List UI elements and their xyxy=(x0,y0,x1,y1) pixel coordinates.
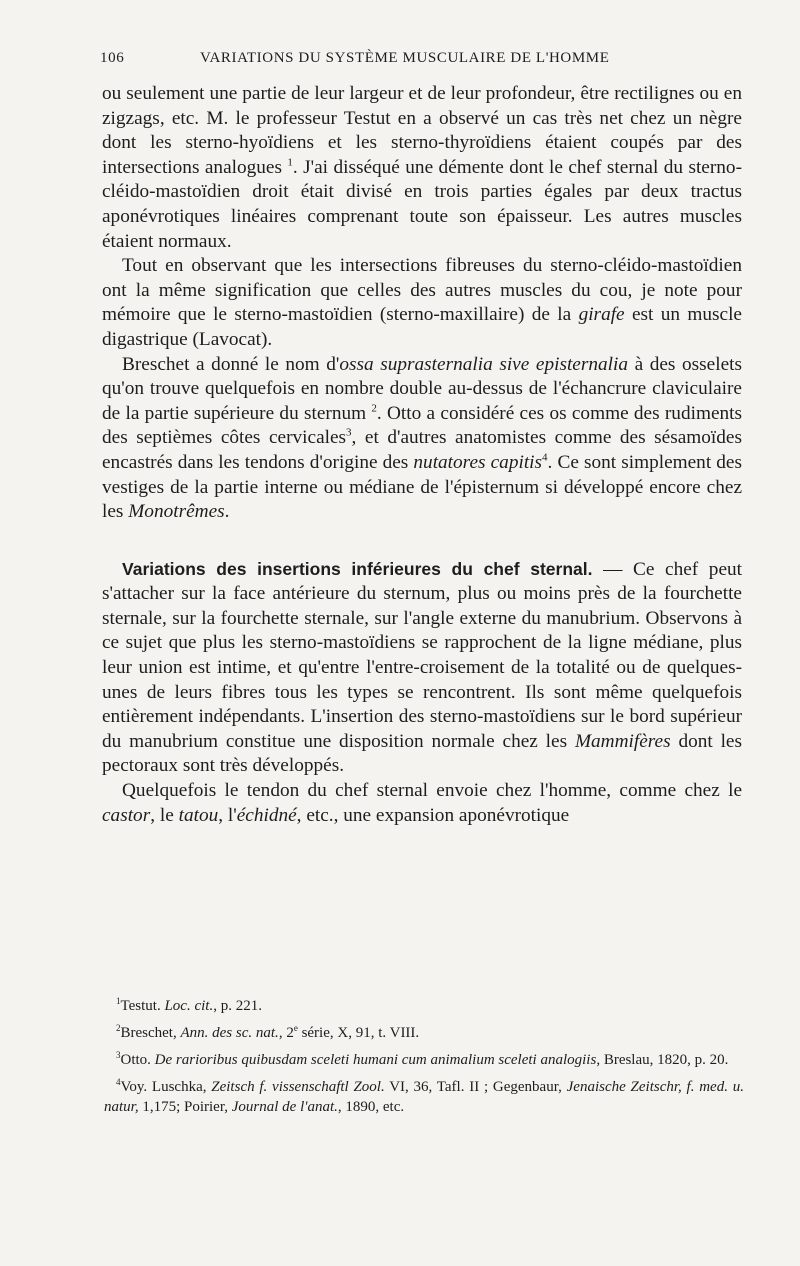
footnote-3: $^3$Otto. De rarioribus quibusdam sceleti humani cum animalium sceleti analogiis, Breslau, 1820, p. 20. xyxy=(116,1050,729,1068)
footnote-ref-1: 1 xyxy=(287,156,293,169)
footnote-ref-2: 2 xyxy=(371,402,377,415)
running-title: VARIATIONS DU SYSTÈME MUSCULAIRE DE L'HOMME xyxy=(200,50,610,66)
footnote-ref-3: 3 xyxy=(346,426,352,439)
footnote-2: $^2$Breschet, Ann. des sc. nat., 2e série, X, 91, t. VIII. xyxy=(116,1023,420,1041)
footnote-4: $^4$Voy. Luschka, Zeitsch f. vissenschaftl Zool. VI, 36, Tafl. II ; Gegenbaur, Jenaische Zeitschr, f. med. u. natur, 1,175; Poirier, Journal de l'anat., 1890, etc. xyxy=(104,1077,744,1115)
footnote-ref-4: 4 xyxy=(542,451,548,464)
body-text xyxy=(102,82,742,828)
paragraph-2: Tout en observant que les intersections fibreuses du sterno-cléido-mastoïdien ont la même signification que celles des autres muscles du cou, je note pour mémoire que le sterno-mastoïdien (sterno-maxillaire) de la girafe est un muscle digastrique (Lavocat). xyxy=(102,255,742,350)
paragraph-1: ou seulement une partie de leur largeur et de leur profondeur, être rectilignes ou en zigzags, etc. M. le professeur Testut en a observé un cas très net chez un nègre dont les sterno-hyoïdiens et les sterno-thyroïdiens étaient coupés par des intersections analogues $^1$. J'ai disséqué une démente dont le chef sternal du sterno-cléido-mastoïdien droit était divisé en trois parties égales par deux tractus aponévrotiques linéaires comprenant toute son épaisseur. Les autres muscles étaient normaux. xyxy=(102,83,742,252)
footnotes xyxy=(104,996,744,1124)
paragraph-3: Breschet a donné le nom d'ossa suprasternalia sive episternalia à des osselets qu'on trouve quelquefois en nombre double au-dessus de l'échancrure claviculaire de la partie supérieure du sternum $^2$. Otto a considéré ces os comme des rudiments des septièmes côtes cervicales$^3$, et d'autres anatomistes comme des sésamoïdes encastrés dans les tendons d'origine des nutatores capitis$^4$. Ce sont simplement des vestiges de la partie interne ou médiane de l'épisternum si développé encore chez les Monotrêmes. xyxy=(102,353,742,523)
page-number: 106 xyxy=(100,50,125,66)
section-heading: Variations des insertions inférieures du chef sternal. xyxy=(122,558,593,579)
paragraph-4: Variations des insertions inférieures du chef sternal. — Ce chef peut s'attacher sur la face antérieure du sternum, plus ou moins près de la fourchette sternale, sur la fourchette sternale, sur l'angle externe du manubrium. Observons à ce sujet que plus les sterno-mastoïdiens se rapprochent de la ligne médiane, plus leur union est intime, et qu'entre l'entre-croisement de la totalité ou de quelques-unes de leurs fibres tous les types se rencontrent. Ils sont même quelquefois entièrement indépendants. L'insertion des sterno-mastoïdiens sur le bord supérieur du manubrium constitue une disposition normale chez les Mammifères dont les pectoraux sont très développés. xyxy=(102,558,742,777)
footnote-1: $^1$Testut. Loc. cit., p. 221. xyxy=(116,996,262,1014)
running-head xyxy=(100,50,740,72)
paragraph-5: Quelquefois le tendon du chef sternal envoie chez l'homme, comme chez le castor, le tatou, l'échidné, etc., une expansion aponévrotique xyxy=(102,780,742,826)
